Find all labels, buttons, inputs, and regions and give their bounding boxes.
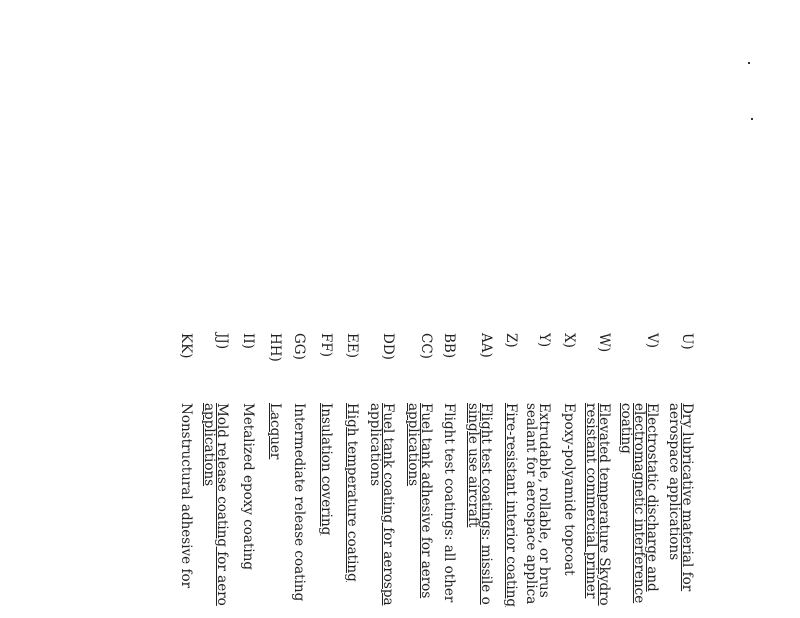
item-text: [406, 403, 432, 598]
item-text: [241, 403, 254, 570]
item-text-line: Fuel tank coating for aerospa: [380, 403, 396, 606]
item-text: [368, 403, 394, 606]
item-text: [584, 403, 610, 606]
item-label: W): [596, 333, 612, 353]
item-text-line: applications: [367, 403, 383, 487]
item-text-line: Fire-resistant interior coating: [503, 403, 519, 608]
item-label: JJ): [214, 333, 230, 350]
item-text-line: applications: [201, 403, 217, 487]
item-text-line: Lacquer: [267, 403, 283, 460]
item-text: [504, 403, 517, 607]
item-text: [292, 403, 305, 601]
item-text: [524, 403, 550, 604]
item-label: DD): [380, 333, 396, 360]
item-label: CC): [418, 333, 434, 359]
item-text: [562, 403, 575, 576]
item-label: V): [644, 333, 660, 349]
item-text: [667, 403, 693, 591]
item-text-line: Intermediate release coating: [291, 403, 307, 602]
item-text-line: Elevated temperature Skydro: [596, 403, 612, 606]
item-text-line: electromagnetic interference: [631, 403, 647, 604]
item-text: [442, 403, 455, 602]
item-text-line: Insulation covering: [318, 403, 334, 536]
item-text-line: single use aircraft: [465, 403, 481, 528]
item-text-line: aerospace applications: [666, 403, 682, 561]
item-label: EE): [344, 333, 360, 358]
item-text-line: Metalized epoxy coating: [240, 403, 256, 571]
item-text-line: coating: [618, 403, 634, 454]
item-label: Y): [536, 333, 552, 348]
item-text-line: Flight test coatings: missile o: [478, 403, 494, 605]
item-text-line: Mold release coating for aero: [214, 403, 230, 606]
item-label: U): [679, 333, 695, 350]
item-text: [619, 403, 658, 603]
item-text: [202, 403, 228, 606]
item-label: Z): [503, 333, 519, 348]
item-text-line: Extrudable, rollable, or brus: [536, 403, 552, 598]
item-label: GG): [291, 333, 307, 360]
item-label: FF): [318, 333, 334, 358]
item-text-line: sealant for aerospace applica: [523, 403, 539, 605]
item-text-line: High temperature coating: [344, 403, 360, 582]
item-text-line: Nonstructural adhesive for: [178, 403, 194, 589]
item-text: [466, 403, 492, 605]
item-label: AA): [478, 333, 494, 358]
item-text: [268, 403, 281, 459]
item-label: KK): [178, 333, 194, 359]
item-label: II): [240, 333, 256, 349]
item-text-line: Fuel tank adhesive for aeros: [418, 403, 434, 599]
item-text-line: Flight test coatings: all other: [441, 403, 457, 603]
item-label: X): [561, 333, 577, 348]
item-label: BB): [441, 333, 457, 359]
item-text-line: resistant commercial primer: [583, 403, 599, 599]
item-text-line: Dry lubricative material for: [679, 403, 695, 592]
item-text: [179, 403, 192, 588]
item-text: [319, 403, 332, 535]
item-text: [345, 403, 358, 582]
item-text-line: Electrostatic discharge and: [644, 403, 660, 592]
item-label: HH): [267, 333, 283, 362]
item-text-line: Epoxy-polyamide topcoat: [561, 403, 577, 576]
item-text-line: applications: [405, 403, 421, 487]
